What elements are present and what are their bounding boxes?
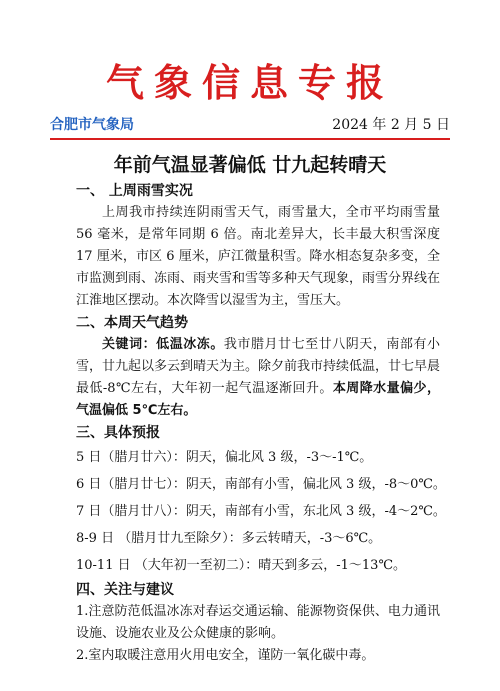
issuer-row xyxy=(50,114,450,136)
forecast-item: 6 日（腊月廿七）：阴天，南部有小雪，偏北风 3 级，-8～0℃。 xyxy=(76,477,446,492)
trend-keyword: 关键词：低温冰冻。 xyxy=(102,337,224,352)
advice-item: 2.室内取暖注意用火用电安全，谨防一氧化碳中毒。 xyxy=(76,648,375,663)
forecast-item: 5 日（腊月廿六）：阴天，偏北风 3 级，-3～-1℃。 xyxy=(76,450,373,465)
bulletin-content xyxy=(76,180,446,667)
section-heading-forecast: 三、具体预报 xyxy=(76,425,160,441)
observations-paragraph: 上周我市持续连阴雨雪天气，雨雪量大，全市平均雨雪量 56 毫米，是常年同期 6 倍。南北差异大，长丰最大积雪深度 17 厘米，市区 6 厘米，庐江微量积雪。降水相态复杂多变，全市监测到雨、冻雨、雨夹雪和雪等多种天气现象，雨雪分界线在江淮地区摆动。本次降雪以湿雪为主，雪压大。 xyxy=(76,205,441,308)
header-divider xyxy=(50,138,450,140)
section-heading-observations: 一、 上周雨雪实况 xyxy=(76,183,193,199)
advice-item: 1.注意防范低温冰冻对春运交通运输、能源物资保供、电力通讯设施、设施农业及公众健康的影响。 xyxy=(76,604,440,641)
trend-emphasis: 本周降水量偏少，气温偏低 5℃左右。 xyxy=(76,381,440,418)
trend-body: 我市腊月廿七至廿八阴天，南部有小雪，廿九起以多云到晴天为主。除夕前我市持续低温，廿七早晨最低-8℃左右，大年初一起气温逐渐回升。 xyxy=(76,337,441,396)
masthead-title: 气象信息专报 xyxy=(105,60,394,105)
section-heading-trend: 二、本周天气趋势 xyxy=(76,315,188,331)
headline: 年前气温显著偏低 廿九起转晴天 xyxy=(113,154,387,176)
forecast-item: 10-11 日 （大年初一至初二）：晴天到多云，-1～13℃。 xyxy=(76,558,406,573)
issue-date: 2024 年 2 月 5 日 xyxy=(332,117,450,133)
trend-paragraph xyxy=(76,334,440,422)
section-heading-advice: 四、关注与建议 xyxy=(76,582,174,598)
forecast-item: 7 日（腊月廿八）：阴天，南部有小雪，东北风 3 级，-4～2℃。 xyxy=(76,504,446,519)
forecast-item: 8-9 日 （腊月廿九至除夕）：多云转晴天，-3～6℃。 xyxy=(76,531,382,546)
issuer: 合肥市气象局 xyxy=(50,117,134,133)
